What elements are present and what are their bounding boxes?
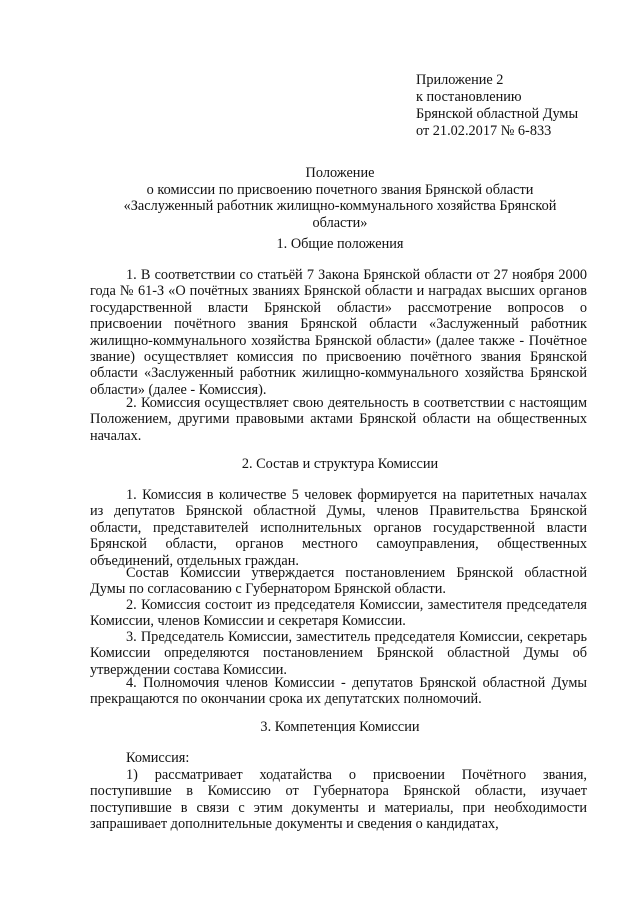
paragraph: Состав Комиссии утверждается постановлением Брянской областной Думы по согласованию с Губернатором Брянской области. bbox=[90, 565, 587, 598]
paragraph: 2. Комиссия состоит из председателя Комиссии, заместителя председателя Комиссии, членов Комиссии и секретаря Комиссии. bbox=[90, 597, 587, 630]
paragraph: 1. Комиссия в количестве 5 человек формируется на паритетных началах из депутатов Брянской областной Думы, членов Правительства Брянской области, представителей исполнительных органов государственной власти Брянской области, органов местного самоуправления, общественных объединений, отдельных граждан. bbox=[90, 487, 587, 569]
document-title bbox=[90, 165, 590, 231]
section-heading-general: 1. Общие положения bbox=[276, 236, 404, 252]
paragraph: 2. Комиссия осуществляет свою деятельность в соответствии с настоящим Положением, другими правовыми актами Брянской области на общественных началах. bbox=[90, 395, 587, 444]
title-line: о комиссии по присвоению почетного звания Брянской области bbox=[146, 181, 534, 198]
paragraph: 4. Полномочия членов Комиссии - депутатов Брянской областной Думы прекращаются по окончании срока их депутатских полномочий. bbox=[90, 675, 587, 708]
paragraph: 1) рассматривает ходатайства о присвоении Почётного звания, поступившие в Комиссию от Губернатора Брянской области, изучает поступившие в связи с этим документы и материалы, при необходимости запрашивает дополнительные документы и сведения о кандидатах, bbox=[90, 767, 587, 833]
paragraph: 3. Председатель Комиссии, заместитель председателя Комиссии, секретарь Комиссии определяются постановлением Брянской областной Думы об утверждении состава Комиссии. bbox=[90, 629, 587, 678]
appendix-line: Брянской областной Думы bbox=[416, 106, 579, 122]
section-heading-structure: 2. Состав и структура Комиссии bbox=[241, 456, 439, 472]
paragraph: Комиссия: bbox=[126, 750, 190, 766]
section-heading-competence: 3. Компетенция Комиссии bbox=[260, 719, 420, 735]
appendix-block bbox=[416, 72, 616, 140]
paragraph: 1. В соответствии со статьёй 7 Закона Брянской области от 27 ноября 2000 года № 61-З «О почётных званиях Брянской области и наградах высших органов государственной власти Брянской области» рассмотрение вопросов о присвоении почётного звания Брянской области «Заслуженный работник жилищно-коммунального хозяйства Брянской области» (далее также - Почётное звание) осуществляет комиссия по присвоению почётного звания Брянской области «Заслуженный работник жилищно-коммунального хозяйства Брянской области» (далее - Комиссия). bbox=[90, 267, 587, 398]
appendix-line: к постановлению bbox=[416, 89, 522, 105]
appendix-line: от 21.02.2017 № 6-833 bbox=[416, 123, 552, 139]
title-line: Положение bbox=[305, 165, 375, 181]
appendix-line: Приложение 2 bbox=[416, 72, 504, 88]
title-line: «Заслуженный работник жилищно-коммунального хозяйства Брянской bbox=[123, 198, 557, 214]
title-line: области» bbox=[312, 214, 368, 231]
